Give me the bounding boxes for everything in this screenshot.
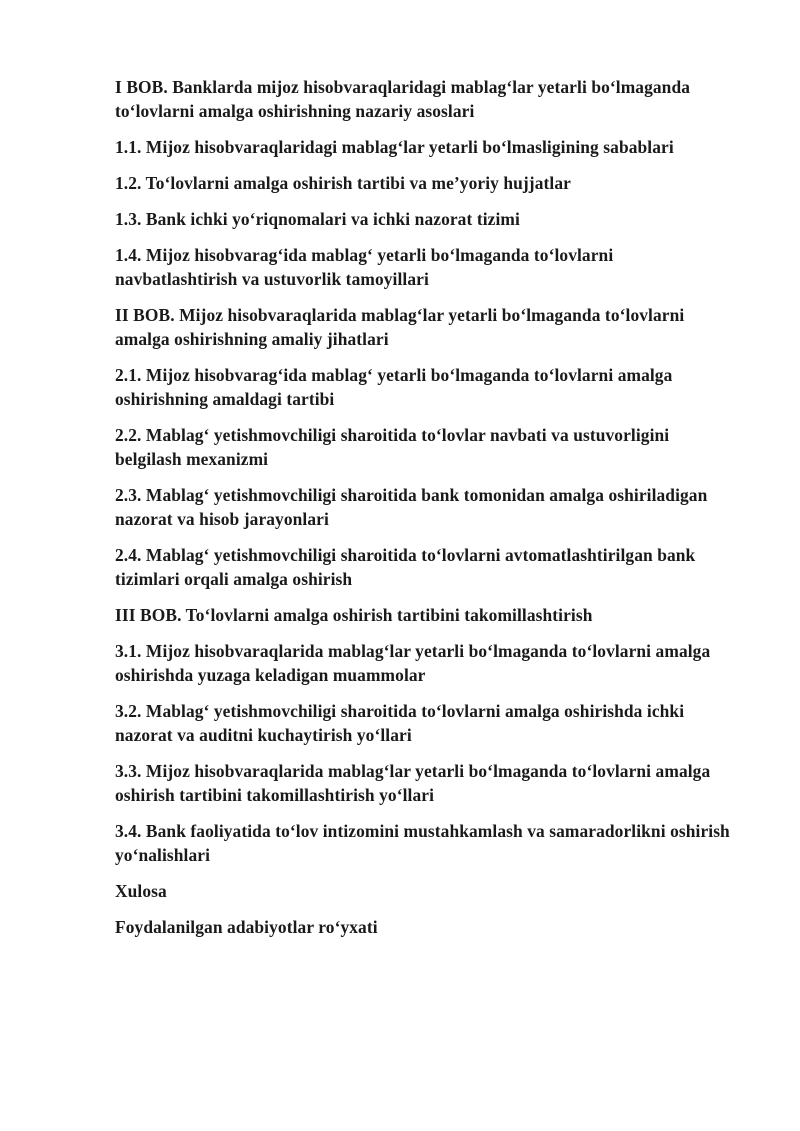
- toc-chapter-3: III BOB. To‘lovlarni amalga oshirish tartibini takomillashtirish: [115, 605, 593, 625]
- toc-section-1-1: 1.1. Mijoz hisobvaraqlaridagi mablag‘lar yetarli bo‘lmasligining sabablari: [115, 137, 674, 157]
- toc-conclusion: Xulosa: [115, 881, 167, 901]
- toc-section-2-3: 2.3. Mablag‘ yetishmovchiligi sharoitida bank tomonidan amalga oshiriladigan nazorat va hisob jarayonlari: [115, 485, 708, 529]
- toc-section-3-1: 3.1. Mijoz hisobvaraqlarida mablag‘lar yetarli bo‘lmaganda to‘lovlarni amalga oshirishda yuzaga keladigan muammolar: [115, 641, 711, 685]
- toc-section-2-4: 2.4. Mablag‘ yetishmovchiligi sharoitida to‘lovlarni avtomatlashtirilgan bank tizimlari orqali amalga oshirish: [115, 545, 696, 589]
- toc-chapter-1: I BOB. Banklarda mijoz hisobvaraqlaridagi mablag‘lar yetarli bo‘lmaganda to‘lovlarni amalga oshirishning nazariy asoslari: [115, 77, 691, 121]
- toc-section-3-4: 3.4. Bank faoliyatida to‘lov intizomini mustahkamlash va samaradorlikni oshirish yo‘nalishlari: [115, 821, 730, 865]
- toc-section-2-1: 2.1. Mijoz hisobvarag‘ida mablag‘ yetarli bo‘lmaganda to‘lovlarni amalga oshirishning amaldagi tartibi: [115, 365, 673, 409]
- toc-section-1-4: 1.4. Mijoz hisobvarag‘ida mablag‘ yetarli bo‘lmaganda to‘lovlarni navbatlashtirish va ustuvorlik tamoyillari: [115, 245, 614, 289]
- toc-section-1-3: 1.3. Bank ichki yo‘riqnomalari va ichki nazorat tizimi: [115, 209, 520, 229]
- toc-section-3-2: 3.2. Mablag‘ yetishmovchiligi sharoitida to‘lovlarni amalga oshirishda ichki nazorat va auditni kuchaytirish yo‘llari: [115, 701, 685, 745]
- toc-chapter-2: II BOB. Mijoz hisobvaraqlarida mablag‘lar yetarli bo‘lmaganda to‘lovlarni amalga oshirishning amaliy jihatlari: [115, 305, 685, 349]
- table-of-contents: [115, 75, 740, 951]
- toc-section-2-2: 2.2. Mablag‘ yetishmovchiligi sharoitida to‘lovlar navbati va ustuvorligini belgilash mexanizmi: [115, 425, 670, 469]
- toc-section-3-3: 3.3. Mijoz hisobvaraqlarida mablag‘lar yetarli bo‘lmaganda to‘lovlarni amalga oshirish tartibini takomillashtirish yo‘llari: [115, 761, 711, 805]
- toc-section-1-2: 1.2. To‘lovlarni amalga oshirish tartibi va me’yoriy hujjatlar: [115, 173, 571, 193]
- toc-bibliography: Foydalanilgan adabiyotlar ro‘yxati: [115, 917, 378, 937]
